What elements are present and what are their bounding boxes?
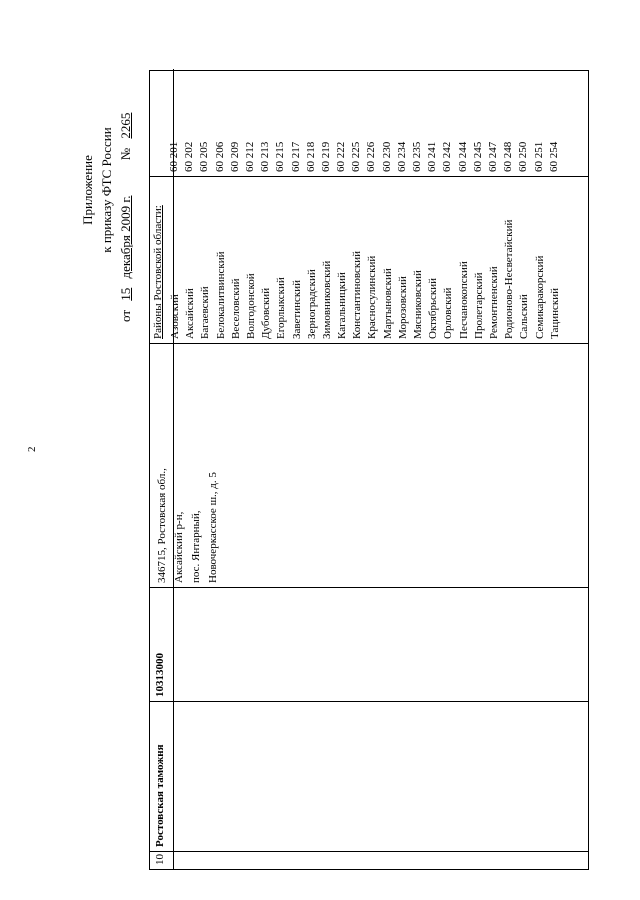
district-code: 60 242 (441, 141, 454, 172)
district-code: 60 247 (486, 141, 499, 172)
district-name: Заветинский (290, 280, 303, 339)
district-name: Красносулинский (366, 255, 379, 339)
district-code: 60 245 (471, 141, 484, 172)
district-code: 60 222 (335, 141, 348, 172)
district-name: Багаевский (199, 286, 212, 339)
district-code: 60 202 (183, 141, 196, 172)
district-name: Морозовский (396, 276, 409, 339)
district-name: Зерноградский (305, 269, 318, 339)
appendix-title: Приложение (80, 155, 95, 225)
district-code: 60 219 (319, 141, 332, 172)
district-name: Семикаракорский (533, 255, 546, 339)
date-day: 15 (118, 287, 133, 301)
district-name: Мартыновский (381, 268, 394, 339)
district-name: Веселовский (229, 278, 242, 339)
cell-customs-name (150, 701, 588, 851)
district-name: Ремонтненский (487, 266, 500, 339)
district-code: 60 226 (365, 141, 378, 172)
order-reference: к приказу ФТС России (99, 127, 114, 253)
row-number: 10 (154, 854, 166, 865)
district-code: 60 234 (395, 141, 408, 172)
date-prefix: от (118, 309, 133, 322)
cell-customs-code (150, 587, 588, 701)
district-code: 60 250 (517, 141, 530, 172)
district-code: 60 217 (289, 141, 302, 172)
district-name: Азовский (169, 294, 181, 339)
cell-address (150, 343, 588, 587)
district-name: Мясниковский (412, 270, 424, 339)
district-code: 60 212 (243, 141, 256, 172)
district-name: Тацинский (548, 288, 561, 339)
district-code: 60 225 (350, 141, 363, 172)
district-name: Песчанокопский (457, 261, 470, 339)
districts-header: Районы Ростовской области: (152, 205, 164, 339)
district-code: 60 248 (502, 141, 515, 172)
district-code: 60 254 (547, 141, 560, 172)
order-number: 2265 (118, 112, 133, 139)
address-line: 346715, Ростовская обл., (156, 468, 168, 583)
cell-row-number (150, 851, 588, 869)
district-code: 60 206 (213, 141, 226, 172)
district-code: 60 244 (456, 141, 469, 172)
address-line: пос. Янтарный, (190, 510, 202, 583)
district-code: 60 209 (228, 141, 241, 172)
codes-column-border (149, 176, 589, 177)
address-line: Аксайский р-н, (173, 511, 185, 583)
district-name: Октябрьский (427, 278, 440, 339)
district-name: Константиновский (351, 251, 364, 339)
district-name: Кагальницкий (336, 272, 349, 339)
district-code: 60 215 (274, 141, 287, 172)
district-name: Сальский (518, 294, 531, 339)
district-code: 60 241 (426, 141, 439, 172)
district-name: Белокалитвинский (214, 251, 227, 339)
district-code: 60 213 (259, 141, 272, 172)
district-code: 60 205 (198, 141, 211, 172)
district-name: Родионово-Несветайский (503, 219, 516, 339)
address (154, 346, 222, 583)
district-code: 60 230 (380, 141, 393, 172)
number-prefix: № (118, 147, 133, 161)
page-number: 2 (26, 446, 38, 452)
district-name: Егорлыкский (275, 277, 288, 339)
district-name: Орловский (442, 287, 455, 339)
district-code: 60 201 (168, 141, 180, 172)
customs-table (149, 70, 589, 870)
document-header (78, 50, 138, 330)
district-code: 60 235 (411, 141, 423, 172)
district-name: Аксайский (184, 288, 197, 339)
codes-strip (149, 68, 589, 176)
customs-code: 10313000 (154, 653, 166, 697)
customs-name: Ростовская таможня (154, 744, 166, 847)
district-name: Зимовниковский (320, 260, 333, 339)
district-name: Пролетарский (472, 272, 485, 339)
district-name: Волгодонской (244, 273, 257, 339)
date-month-year: декабря 2009 г. (118, 195, 133, 279)
order-date-line (116, 50, 135, 330)
district-code: 60 218 (304, 141, 317, 172)
address-line: Новочеркасское ш., д. 5 (207, 472, 219, 583)
district-name: Дубовский (260, 287, 273, 339)
district-code: 60 251 (532, 141, 545, 172)
